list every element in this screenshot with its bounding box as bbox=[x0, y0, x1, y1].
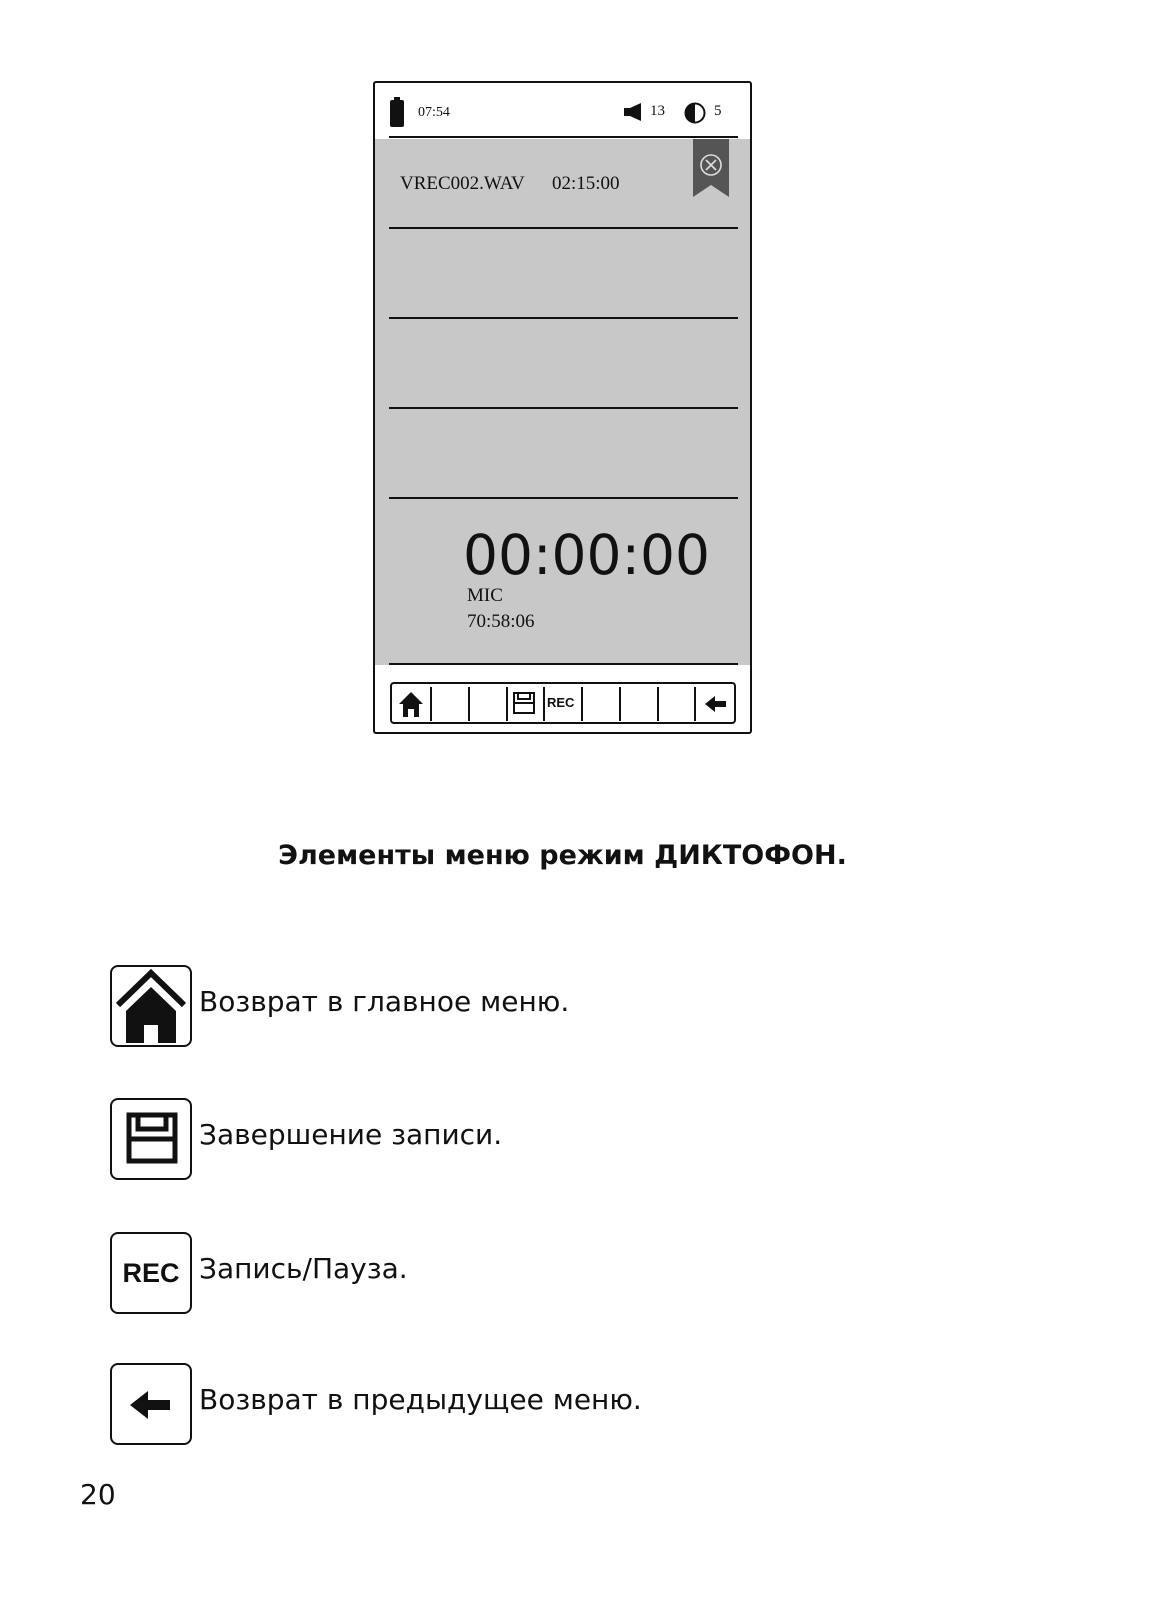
toolbar-separator bbox=[657, 687, 659, 721]
legend-item-back bbox=[110, 1363, 1010, 1447]
legend-item-rec bbox=[110, 1232, 1010, 1316]
volume-level: 13 bbox=[650, 103, 665, 119]
back-arrow-icon[interactable] bbox=[705, 695, 727, 713]
toolbar-separator bbox=[506, 687, 508, 721]
file-duration: 02:15:00 bbox=[552, 173, 620, 194]
clock-time: 07:54 bbox=[418, 105, 450, 120]
legend-text: Возврат в главное меню. bbox=[199, 985, 570, 1018]
legend-text: Завершение записи. bbox=[199, 1118, 503, 1151]
save-icon[interactable] bbox=[513, 692, 535, 714]
list-divider bbox=[389, 227, 738, 229]
toolbar-separator bbox=[430, 687, 432, 721]
legend-icon-box bbox=[110, 1098, 192, 1180]
list-divider bbox=[389, 497, 738, 499]
toolbar-divider bbox=[389, 663, 738, 665]
list-divider bbox=[389, 317, 738, 319]
save-icon bbox=[112, 1100, 190, 1178]
device-toolbar bbox=[390, 682, 736, 724]
rec-icon: REC bbox=[122, 1258, 180, 1288]
speaker-icon bbox=[624, 103, 644, 121]
section-heading: Элементы меню режим ДИКТОФОН. bbox=[278, 840, 847, 871]
page-number: 20 bbox=[80, 1478, 116, 1511]
home-icon bbox=[112, 967, 190, 1045]
recorder-screen bbox=[375, 139, 750, 665]
battery-icon bbox=[390, 97, 404, 127]
legend-icon-box bbox=[110, 965, 192, 1047]
status-bar bbox=[375, 83, 750, 139]
rec-button[interactable]: REC bbox=[547, 695, 575, 710]
remaining-time: 70:58:06 bbox=[467, 611, 535, 632]
home-icon[interactable] bbox=[398, 690, 424, 718]
legend-text: Возврат в предыдущее меню. bbox=[199, 1383, 642, 1416]
toolbar-separator bbox=[581, 687, 583, 721]
legend-icon-box bbox=[110, 1232, 192, 1314]
toolbar-separator bbox=[543, 687, 545, 721]
status-divider bbox=[389, 136, 738, 138]
legend-icon-box bbox=[110, 1363, 192, 1445]
back-arrow-icon bbox=[112, 1365, 190, 1443]
contrast-level: 5 bbox=[714, 103, 722, 119]
toolbar-separator bbox=[468, 687, 470, 721]
legend-text: Запись/Пауза. bbox=[199, 1252, 408, 1285]
input-source: MIC bbox=[467, 585, 503, 606]
toolbar-separator bbox=[694, 687, 696, 721]
legend-item-save bbox=[110, 1098, 1010, 1182]
toolbar-separator bbox=[619, 687, 621, 721]
contrast-icon bbox=[684, 102, 706, 124]
file-name: VREC002.WAV bbox=[400, 173, 525, 194]
list-divider bbox=[389, 407, 738, 409]
device-screen-mockup bbox=[373, 81, 752, 734]
legend-item-home bbox=[110, 965, 1010, 1049]
bookmark-close-icon[interactable] bbox=[693, 139, 729, 197]
recording-timer: 00:00:00 bbox=[463, 523, 711, 587]
